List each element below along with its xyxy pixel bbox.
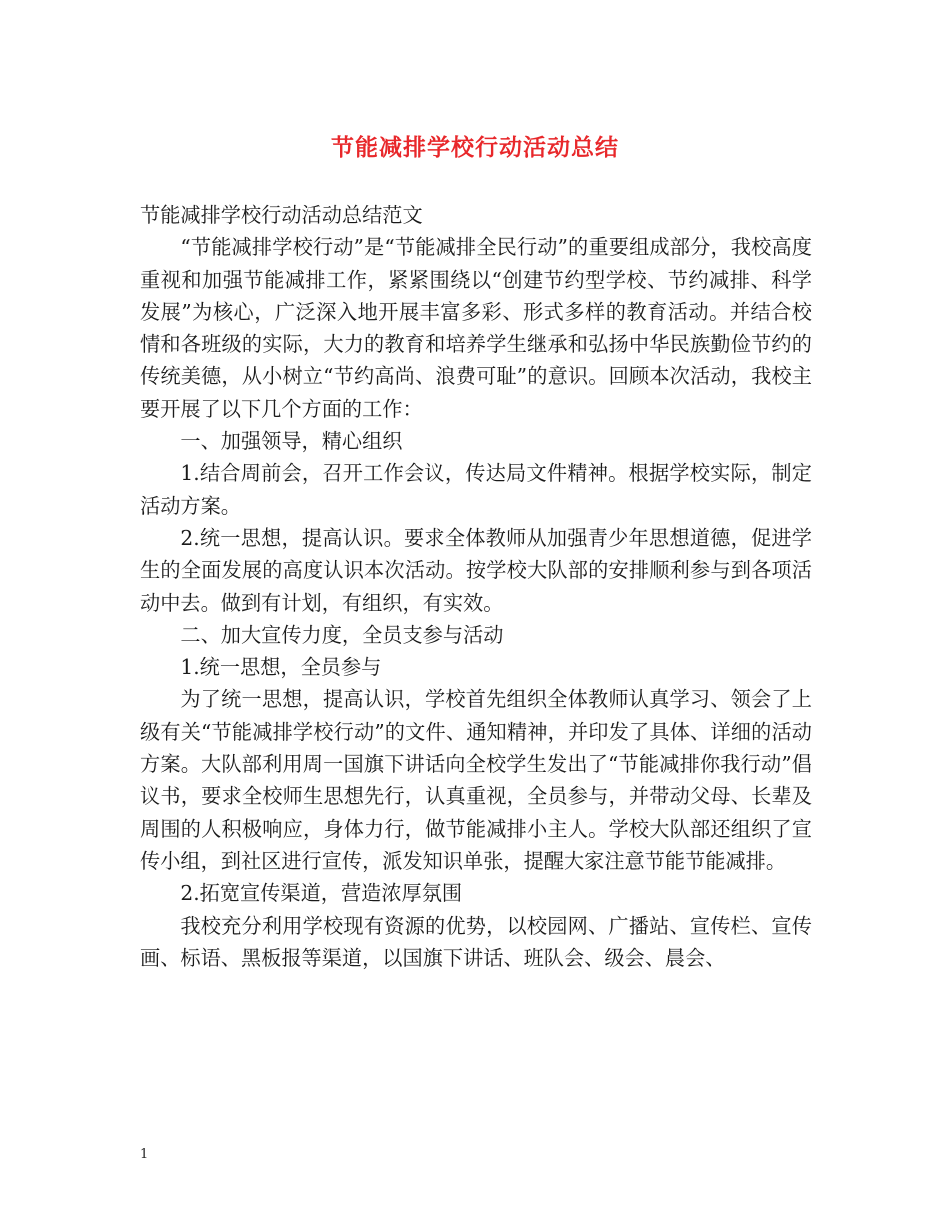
- paragraph-item-1-2: 2.统一思想，提高认识。要求全体教师从加强青少年思想道德，促进学生的全面发展的高度认识本次活动。按学校大队部的安排顺利参与到各项活动中去。做到有计划，有组织，有实效。: [140, 525, 812, 615]
- document-subtitle: 节能减排学校行动活动总结范文: [140, 203, 423, 227]
- paragraph-2-1: 为了统一思想，提高认识，学校首先组织全体教师认真学习、领会了上级有关“节能减排学校行动”的文件、通知精神，并印发了具体、详细的活动方案。大队部利用周一国旗下讲话向全校学生发出了“节能减排你我行动”倡议书，要求全校师生思想先行，认真重视，全员参与，并带动父母、长辈及周围的人积极响应，身体力行，做节能减排小主人。学校大队部还组织了宣传小组，到社区进行宣传，派发知识单张，提醒大家注意节能节能减排。: [140, 687, 812, 873]
- paragraph-2-2: 我校充分利用学校现有资源的优势，以校园网、广播站、宣传栏、宣传画、标语、黑板报等渠道，以国旗下讲话、班队会、级会、晨会、: [140, 913, 812, 970]
- paragraph-item-1-1: 1.结合周前会，召开工作会议，传达局文件精神。根据学校实际，制定活动方案。: [140, 461, 812, 518]
- document-body: [140, 199, 812, 974]
- document-title: 节能减排学校行动活动总结: [331, 134, 619, 161]
- subsection-heading-2-2: 2.拓宽宣传渠道，营造浓厚氛围: [180, 881, 463, 906]
- section-heading-1: 一、加强领导，精心组织: [180, 429, 403, 454]
- section-heading-2: 二、加大宣传力度，全员支参与活动: [180, 622, 504, 647]
- page-number: 1: [140, 1147, 149, 1162]
- paragraph-intro: “节能减排学校行动”是“节能减排全民行动”的重要组成部分，我校高度重视和加强节能减排工作，紧紧围绕以“创建节约型学校、节约减排、科学发展”为核心，广泛深入地开展丰富多彩、形式多样的教育活动。并结合校情和各班级的实际，大力的教育和培养学生继承和弘扬中华民族勤俭节约的传统美德，从小树立“节约高尚、浪费可耻”的意识。回顾本次活动，我校主要开展了以下几个方面的工作：: [140, 235, 812, 421]
- subsection-heading-2-1: 1.统一思想，全员参与: [180, 655, 382, 680]
